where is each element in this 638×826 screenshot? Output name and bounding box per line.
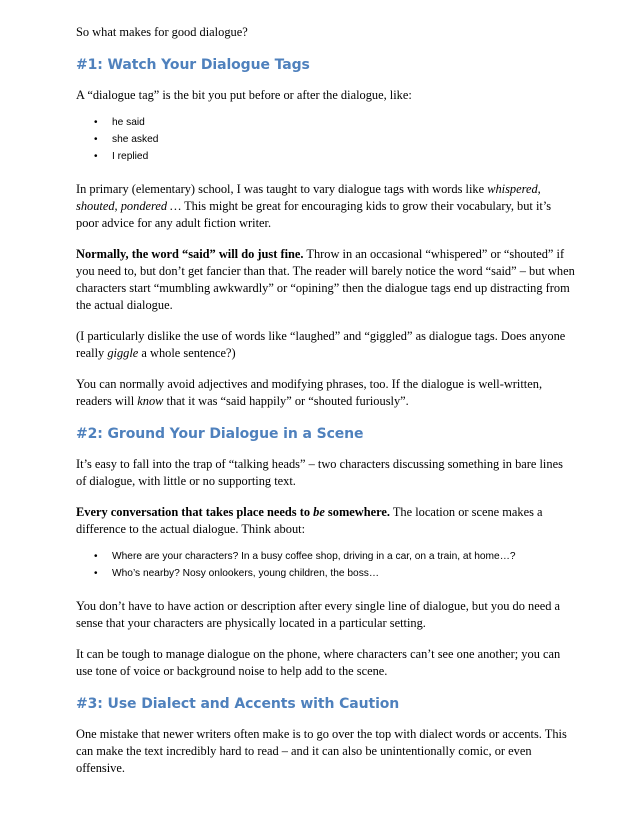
section1-bullet-list — [76, 114, 576, 165]
bullet-icon: • — [94, 568, 98, 579]
italic-run: giggle — [107, 346, 139, 360]
text-run: Throw in an occasional “whispered” or “shouted” if you need to, but don’t get fancier than that. The reader will barely notice the word “said” – but when characters start “mumbling awkwardly” or “opining” then the dialogue tags end up distracting from the actual dialogue. — [76, 247, 575, 312]
bullet-icon: • — [94, 151, 98, 162]
section1-paragraph-1: A “dialogue tag” is the bit you put before or after the dialogue, like: — [76, 88, 412, 102]
list-item — [94, 114, 576, 131]
list-item — [94, 548, 576, 565]
text-run: somewhere. — [324, 505, 390, 519]
text-run: The location or scene makes a difference to the actual dialogue. Think about: — [76, 505, 543, 536]
section2-paragraph-3: You don’t have to have action or description after every single line of dialogue, but you do need a sense that your characters are physically located in a particular setting. — [76, 599, 561, 630]
text-run: Every conversation that takes place needs to — [76, 505, 314, 519]
document-content — [76, 24, 576, 791]
bold-run — [76, 505, 390, 519]
section1-paragraph-5 — [76, 376, 576, 410]
section1-paragraph-2 — [76, 181, 576, 232]
italic-run: whispered, shouted, pondered … — [76, 182, 541, 213]
intro-paragraph: So what makes for good dialogue? — [76, 25, 248, 39]
list-item-text: Where are your characters? In a busy coffee shop, driving in a car, on a train, at home…? — [112, 551, 516, 562]
bullet-icon: • — [94, 117, 98, 128]
section1-paragraph-4 — [76, 328, 576, 362]
list-item — [94, 565, 576, 582]
italic-run: know — [137, 394, 164, 408]
list-item-text: she asked — [112, 134, 159, 145]
text-run: In primary (elementary) school, I was taught to vary dialogue tags with words like — [76, 182, 488, 196]
list-item-text: he said — [112, 117, 145, 128]
section2-paragraph-1: It’s easy to fall into the trap of “talking heads” – two characters discussing something in bare lines of dialogue, with little or no supporting text. — [76, 457, 563, 488]
section2-heading: #2: Ground Your Dialogue in a Scene — [76, 426, 364, 442]
bold-run: Normally, the word “said” will do just fine. — [76, 247, 304, 261]
bullet-icon: • — [94, 551, 98, 562]
text-run: You can normally avoid adjectives and modifying phrases, too. If the dialogue is well-written, readers will — [76, 377, 543, 408]
section2-bullet-list — [76, 548, 576, 582]
bullet-icon: • — [94, 134, 98, 145]
text-run: a whole sentence?) — [138, 346, 236, 360]
list-item-text: I replied — [112, 151, 149, 162]
section2-paragraph-2 — [76, 504, 576, 538]
list-item — [94, 131, 576, 148]
section3-heading: #3: Use Dialect and Accents with Caution — [76, 696, 400, 712]
section1-paragraph-3 — [76, 246, 576, 314]
text-run: This might be great for encouraging kids to grow their vocabulary, but it’s poor advice for any adult fiction writer. — [76, 199, 552, 230]
section1-heading: #1: Watch Your Dialogue Tags — [76, 57, 310, 73]
list-item — [94, 148, 576, 165]
section3-paragraph-1: One mistake that newer writers often make is to go over the top with dialect words or accents. This can make the text incredibly hard to read – and it can also be unintentionally comic, or even offensive. — [76, 727, 567, 775]
italic-run: be — [313, 505, 325, 519]
text-run: (I particularly dislike the use of words like “laughed” and “giggled” as dialogue tags. Does anyone really — [76, 329, 566, 360]
list-item-text: Who’s nearby? Nosy onlookers, young children, the boss… — [112, 568, 380, 579]
text-run: that it was “said happily” or “shouted furiously”. — [163, 394, 409, 408]
section2-paragraph-4: It can be tough to manage dialogue on the phone, where characters can’t see one another; you can use tone of voice or background noise to help add to the scene. — [76, 647, 561, 678]
